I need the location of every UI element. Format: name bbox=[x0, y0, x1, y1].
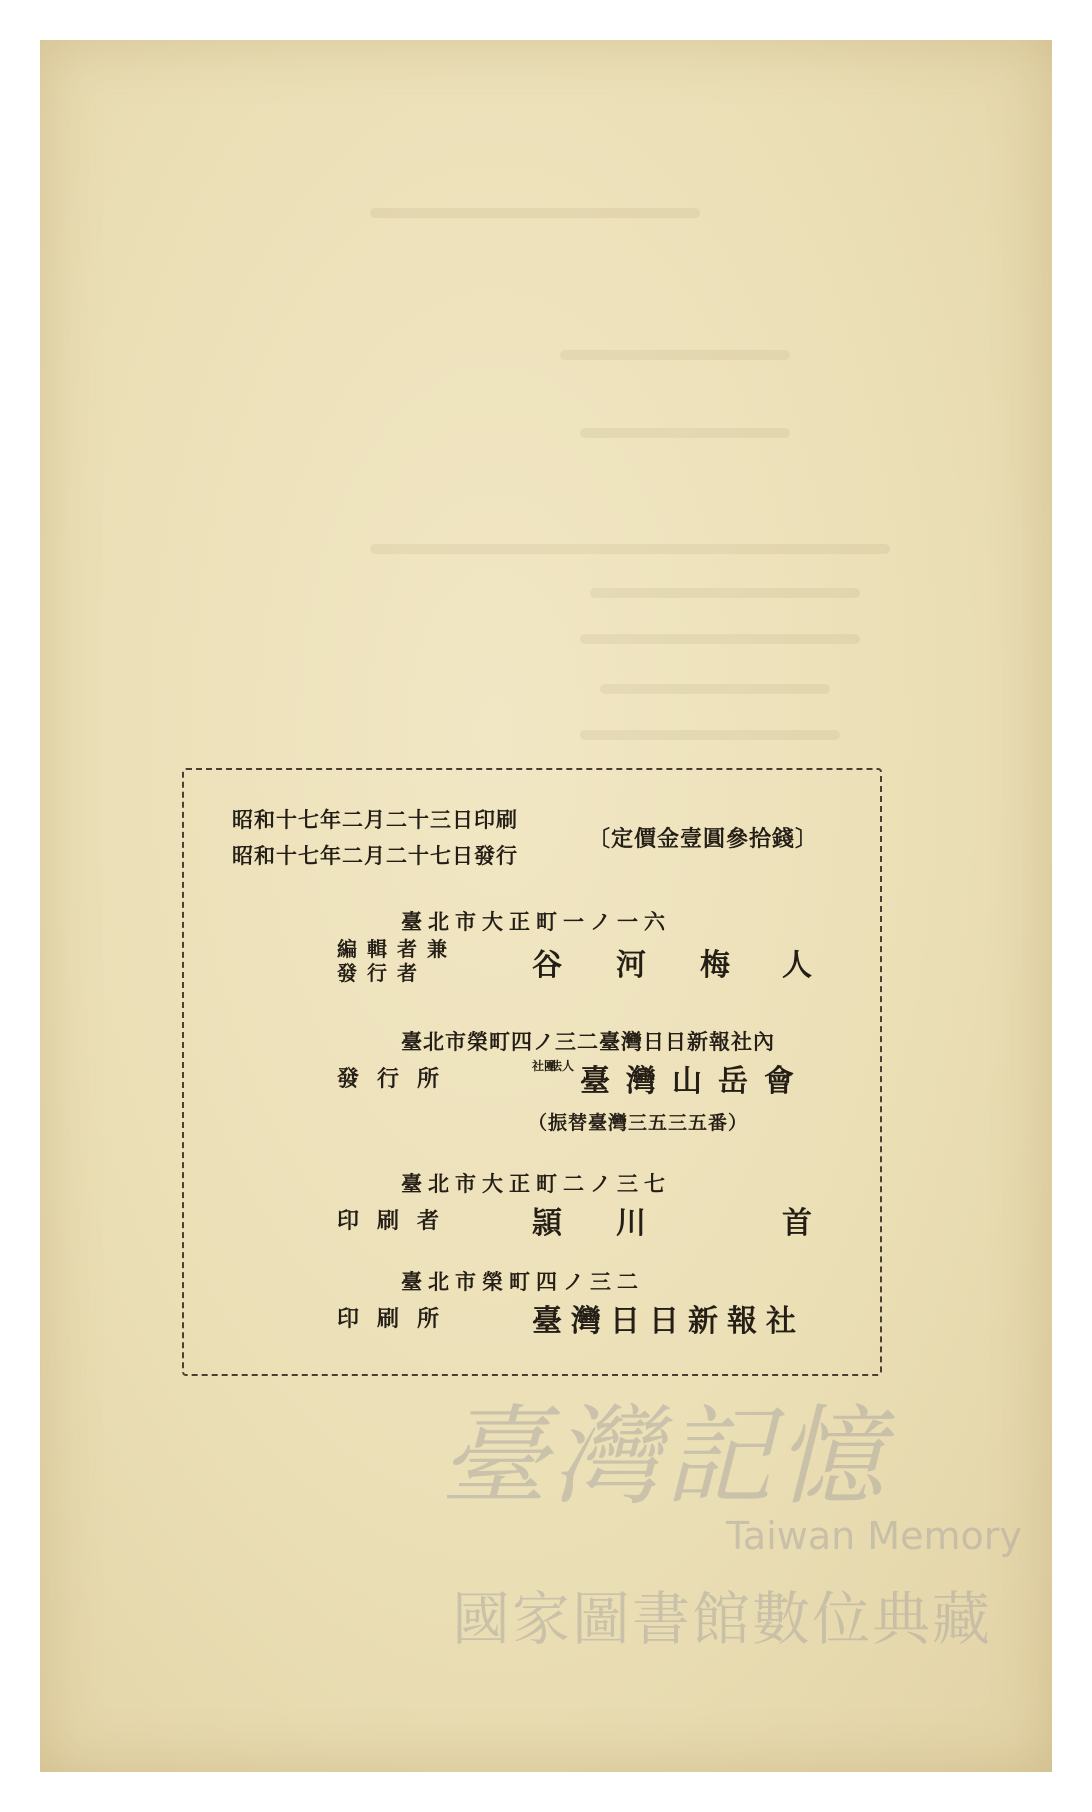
price-label: 〔定價金壹圓參拾錢〕 bbox=[588, 826, 819, 852]
printer-name-char: 頴 bbox=[532, 1206, 562, 1241]
publisher-name: 臺灣山岳會 bbox=[580, 1064, 810, 1099]
editor-name-char: 谷 bbox=[532, 948, 562, 983]
bleed-through-line bbox=[580, 634, 860, 644]
watermark-chinese: 臺灣記憶 bbox=[440, 1395, 889, 1520]
publish-date: 昭和十七年二月二十七日發行 bbox=[232, 843, 518, 868]
colophon-box bbox=[182, 768, 882, 1376]
bleed-through-line bbox=[370, 208, 700, 218]
publisher-corp-tag: 法人 bbox=[550, 1059, 575, 1073]
editor-role-line1: 編輯者兼 bbox=[337, 937, 457, 961]
editor-name-char: 河 bbox=[616, 948, 646, 983]
watermark-library: 國家圖書館數位典藏 bbox=[452, 1585, 993, 1653]
bleed-through-line bbox=[600, 684, 830, 694]
printer-role: 印刷者 bbox=[337, 1208, 458, 1234]
watermark-english: Taiwan Memory bbox=[726, 1514, 1022, 1558]
publisher-role: 發行所 bbox=[337, 1066, 458, 1092]
print-office-address: 臺北市榮町四ノ三二 bbox=[401, 1269, 644, 1294]
print-office-name: 臺灣日日新報社 bbox=[532, 1304, 805, 1339]
editor-role-line2: 發行者 bbox=[337, 961, 427, 985]
bleed-through-line bbox=[580, 730, 840, 740]
editor-name-char: 人 bbox=[782, 948, 812, 983]
bleed-through-line bbox=[580, 428, 790, 438]
bleed-through-line bbox=[560, 350, 790, 360]
publisher-address: 臺北市榮町四ノ三二臺灣日日新報社內 bbox=[401, 1029, 775, 1054]
printer-address: 臺北市大正町二ノ三七 bbox=[401, 1171, 671, 1196]
editor-address: 臺北市大正町一ノ一六 bbox=[401, 909, 671, 934]
printer-name-char: 首 bbox=[782, 1206, 812, 1241]
bleed-through-line bbox=[590, 588, 860, 598]
editor-name-char: 梅 bbox=[700, 948, 730, 983]
publisher-corp-tag: 社團 bbox=[532, 1059, 557, 1073]
printer-name-char: 川 bbox=[616, 1206, 646, 1241]
publisher-account: （振替臺灣三五三五番） bbox=[528, 1112, 749, 1134]
bleed-through-line bbox=[370, 544, 890, 554]
print-office-role: 印刷所 bbox=[337, 1306, 458, 1332]
print-date: 昭和十七年二月二十三日印刷 bbox=[232, 807, 518, 832]
